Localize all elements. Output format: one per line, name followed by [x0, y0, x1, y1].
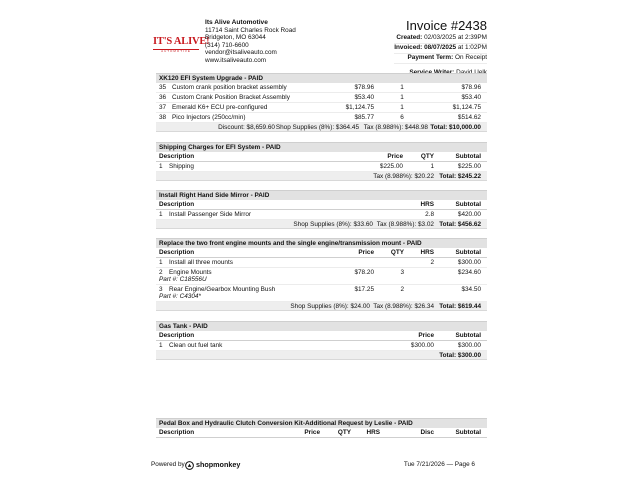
company-name: Its Alive Automotive: [205, 19, 268, 26]
section-total: Total: $300.00: [439, 352, 481, 359]
tax: Tax (8.988%): $448.98: [363, 124, 428, 131]
company-address-line2: Bridgeton, MO 63044: [205, 34, 266, 42]
section-gas-tank: [156, 321, 487, 360]
section-title: Gas Tank - PAID: [156, 321, 487, 331]
section-title: Pedal Box and Hydraulic Clutch Conversion Kit-Additional Request by Leslie - PAID: [156, 418, 487, 428]
tax: Tax (8.988%): $3.02: [376, 221, 434, 228]
column-headers: Description Price QTY HRS Disc Subtotal: [156, 428, 487, 438]
shop-supplies: Shop Supplies (8%): $24.00: [290, 303, 370, 310]
created-line: Created: 02/03/2025 at 2:39PM: [394, 34, 487, 44]
section-title: Replace the two front engine mounts and the single engine/transmission mount - PAID: [156, 238, 487, 248]
line-item: 1 Clean out fuel tank $300.00 $300.00: [156, 341, 487, 351]
section-title: Install Right Hand Side Mirror - PAID: [156, 190, 487, 200]
section-footer: [156, 220, 487, 229]
section-title: XK120 EFI System Upgrade - PAID: [156, 73, 487, 83]
page-info: Tue 7/21/2026 — Page 6: [403, 461, 475, 468]
company-logo: [153, 36, 210, 54]
section-efi-upgrade: [156, 73, 487, 132]
payment-term-line: Payment Term: On Receipt: [394, 54, 487, 64]
powered-by-label: Powered by: [151, 461, 185, 468]
discount: Discount: $8,659.60: [218, 124, 275, 131]
shop-supplies: Shop Supplies (8%): $33.60: [293, 221, 373, 228]
column-headers: Description HRS Subtotal: [156, 200, 487, 210]
column-headers: Description Price Subtotal: [156, 331, 487, 341]
part-number: Part #: C4304*: [159, 293, 201, 300]
invoice-title: Invoice #2438: [406, 18, 487, 33]
column-headers: Description Price QTY HRS Subtotal: [156, 248, 487, 258]
line-item: 38 Pico Injectors (250cc/min) $85.77 6 $514.62: [156, 113, 487, 123]
page-footer: [151, 459, 475, 471]
line-item: 2 Engine Mounts $78.20 3 $234.60 Part #: C18556U: [156, 268, 487, 285]
section-title: Shipping Charges for EFI System - PAID: [156, 142, 487, 152]
line-item: 3 Rear Engine/Gearbox Mounting Bush $17.25 2 $34.50 Part #: C4304*: [156, 285, 487, 302]
company-address-line1: 11714 Saint Charles Rock Road: [205, 27, 296, 34]
invoice-meta: [394, 19, 487, 79]
section-footer: [156, 123, 487, 132]
tax: Tax (8.988%): $20.22: [373, 173, 434, 180]
column-headers: Description Price QTY Subtotal: [156, 152, 487, 162]
section-footer: [156, 302, 487, 311]
company-phone: (314) 710-6600: [205, 41, 249, 49]
logo-text: IT'S ALIVE!: [153, 36, 210, 47]
section-total: Total: $619.44: [439, 303, 481, 310]
section-footer: [156, 351, 487, 360]
tax: Tax (8.988%): $26.34: [373, 303, 434, 310]
section-footer: [156, 172, 487, 181]
line-item: 35 Custom crank position bracket assembly $78.96 1 $78.96: [156, 83, 487, 93]
line-item: 37 Emerald K6+ ECU pre-configured $1,124.75 1 $1,124.75: [156, 103, 487, 113]
line-item: 1 Install Passenger Side Mirror 2.8 $420.00: [156, 210, 487, 220]
line-item: 36 Custom Crank Position Bracket Assembly $53.40 1 $53.40: [156, 93, 487, 103]
company-email: vendor@itsaliveauto.com: [205, 49, 277, 57]
section-total: Total: $456.62: [439, 221, 481, 228]
logo-subtext: AUTOMOTIVE: [153, 49, 199, 54]
shopmonkey-brand: shopmonkey: [185, 459, 240, 470]
company-info: [205, 19, 296, 64]
section-total: Total: $10,000.00: [430, 124, 481, 131]
section-total: Total: $245.22: [439, 173, 481, 180]
section-pedal-box: [156, 418, 487, 438]
shop-supplies: Shop Supplies (8%): $364.45: [275, 124, 359, 131]
part-number: Part #: C18556U: [159, 276, 207, 283]
company-website: www.itsaliveauto.com: [205, 56, 267, 64]
invoiced-line: Invoiced: 08/07/2025 at 1:02PM: [394, 44, 487, 54]
shopmonkey-logo-icon: [185, 461, 194, 470]
section-engine-mounts: [156, 238, 487, 311]
line-item: 1 Install all three mounts 2 $300.00: [156, 258, 487, 268]
line-item: 1 Shipping $225.00 1 $225.00: [156, 162, 487, 172]
section-mirror: [156, 190, 487, 229]
section-shipping: [156, 142, 487, 181]
